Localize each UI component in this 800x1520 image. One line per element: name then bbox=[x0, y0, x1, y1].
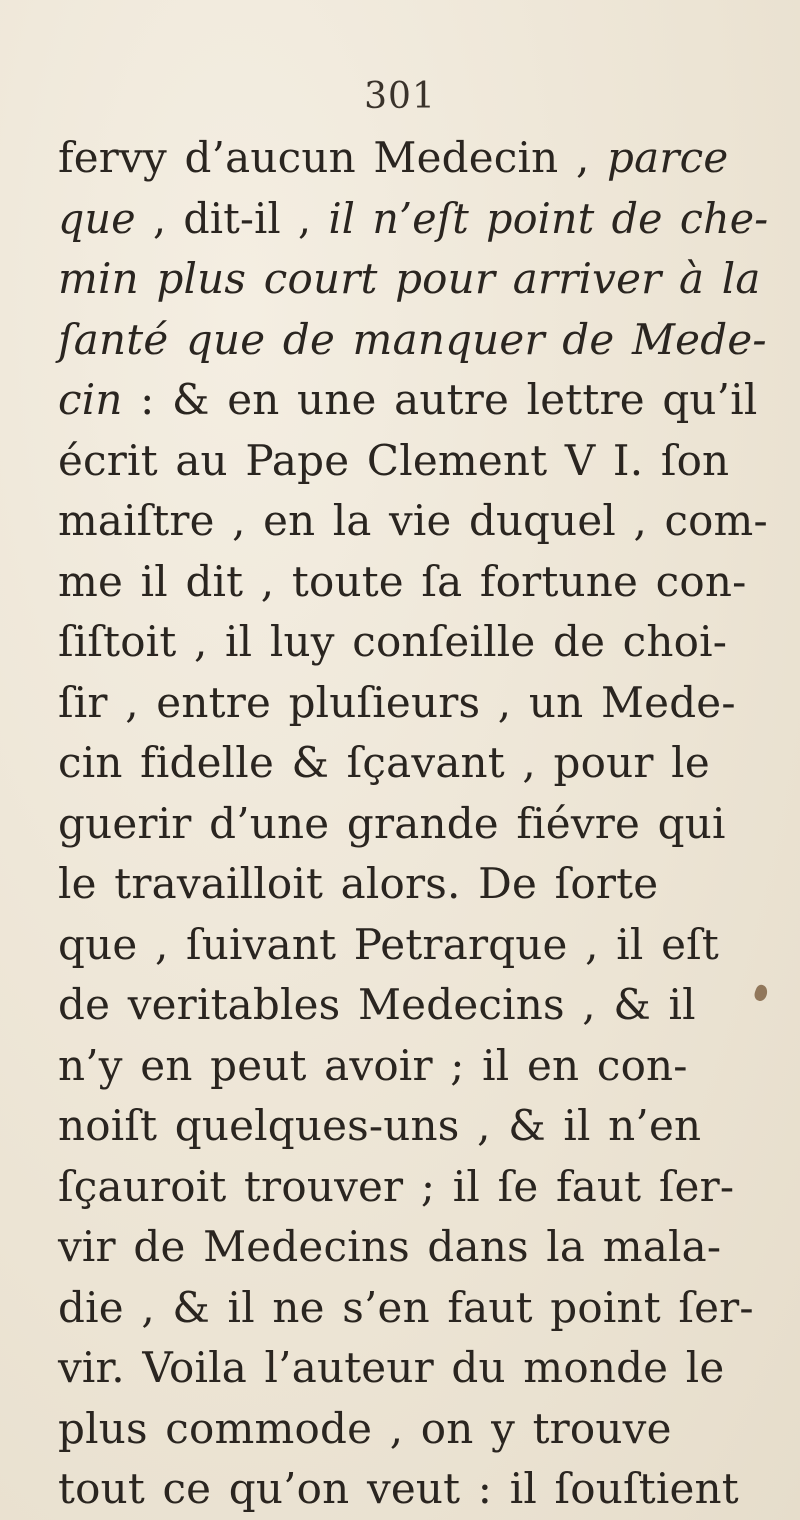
italic-segment: min plus court pour arriver à la bbox=[58, 254, 761, 303]
italic-segment: parce bbox=[607, 133, 729, 182]
text-line bbox=[58, 128, 768, 189]
text-line bbox=[58, 854, 768, 915]
text-segment: écrit au Pape Clement V I. ſon bbox=[58, 435, 730, 485]
text-segment: que , ſuivant Petrarque , il eſt bbox=[58, 919, 719, 969]
text-line bbox=[58, 673, 768, 734]
text-line bbox=[58, 1278, 768, 1339]
text-segment: ſiſtoit , il luy conſeille de choi- bbox=[58, 617, 728, 666]
text-line bbox=[58, 975, 768, 1036]
text-segment: n’y en peut avoir ; il en con- bbox=[58, 1040, 688, 1090]
italic-segment: il n’eſt point de che- bbox=[328, 193, 769, 243]
text-segment: vir. Voila l’auteur du monde le bbox=[58, 1343, 725, 1392]
text-segment: fervy d’aucun Medecin , bbox=[58, 133, 608, 182]
italic-segment: que bbox=[58, 193, 136, 243]
text-line bbox=[58, 491, 766, 552]
text-line bbox=[58, 1096, 768, 1157]
text-line bbox=[58, 370, 768, 431]
page-number: 301 bbox=[364, 76, 436, 117]
text-segment: noiſt quelques-uns , & il n’en bbox=[58, 1101, 702, 1150]
text-segment: plus commode , on y trouve bbox=[58, 1403, 672, 1453]
text-line bbox=[58, 1338, 768, 1399]
text-line bbox=[58, 1459, 768, 1520]
text-line bbox=[58, 249, 768, 310]
text-segment: ſçauroit trouver ; il ſe faut ſer- bbox=[58, 1161, 735, 1211]
text-line bbox=[58, 310, 768, 371]
text-segment: maiſtre , en la vie duquel , com- bbox=[58, 496, 768, 545]
text-segment: cin fidelle & ſçavant , pour le bbox=[58, 738, 710, 787]
body-text bbox=[58, 128, 768, 1520]
text-segment: ſir , entre pluſieurs , un Mede- bbox=[58, 677, 736, 727]
text-segment: die , & il ne s’en faut point ſer- bbox=[58, 1282, 754, 1332]
text-line bbox=[58, 431, 768, 492]
italic-segment: cin bbox=[58, 375, 123, 424]
text-line bbox=[58, 733, 768, 794]
text-segment: guerir d’une grande fiévre qui bbox=[58, 798, 726, 848]
text-segment: vir de Medecins dans la mala- bbox=[58, 1222, 722, 1271]
text-line bbox=[58, 1399, 768, 1460]
italic-segment: ſanté que de manquer de Mede- bbox=[58, 314, 767, 364]
text-line bbox=[58, 612, 768, 673]
text-line bbox=[58, 189, 769, 250]
text-segment: le travailloit alors. De ſorte bbox=[58, 859, 659, 908]
text-line bbox=[58, 1157, 768, 1218]
text-segment: me il dit , toute ſa fortune con- bbox=[58, 556, 747, 606]
text-segment: de veritables Medecins , & il bbox=[58, 980, 696, 1029]
text-segment: : & en une autre lettre qu’il bbox=[122, 375, 758, 424]
text-line bbox=[58, 552, 768, 613]
text-line bbox=[58, 915, 768, 976]
text-segment: , dit-il , bbox=[135, 193, 329, 243]
text-segment: tout ce qu’on veut : il ſouſtient bbox=[58, 1464, 739, 1513]
text-line bbox=[58, 794, 768, 855]
text-line bbox=[58, 1036, 768, 1097]
text-line bbox=[58, 1217, 768, 1278]
